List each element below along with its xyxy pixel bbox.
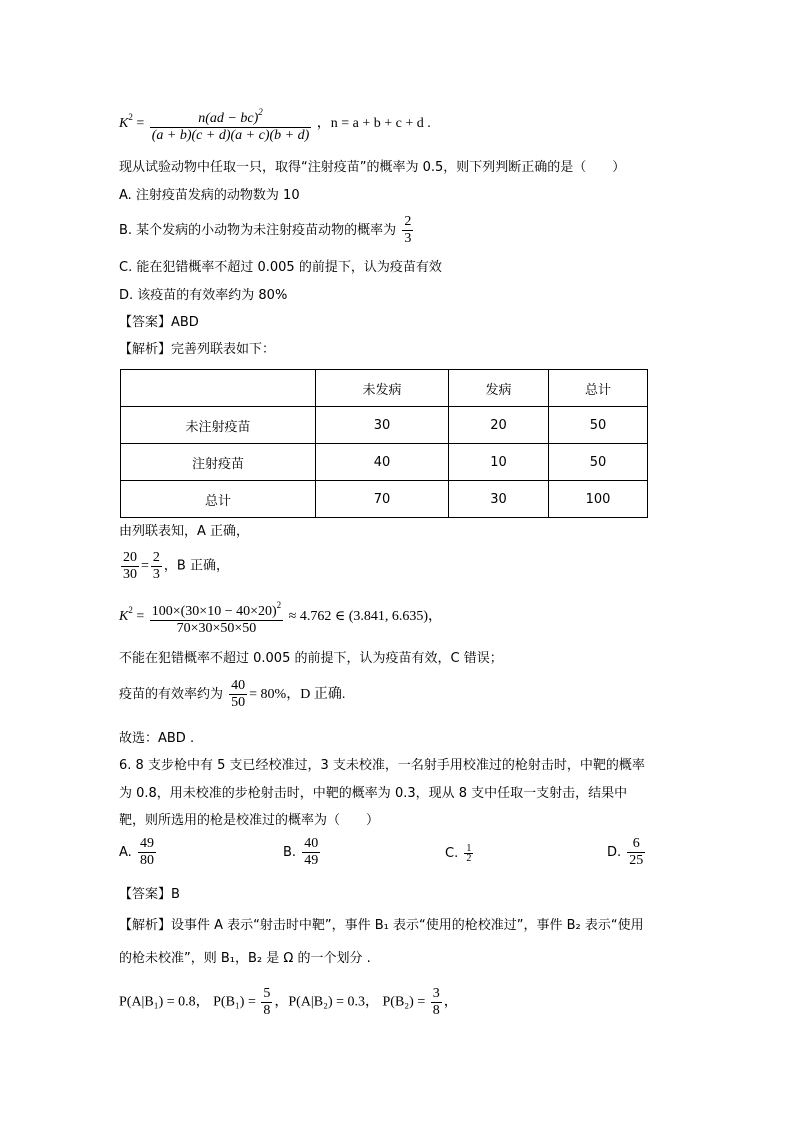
q5-option-c: C. 能在犯错概率不超过 0.005 的前提下，认为疫苗有效 bbox=[119, 260, 442, 275]
table-cell: 30 bbox=[316, 407, 449, 444]
table-cell: 70 bbox=[316, 481, 449, 518]
q5-option-b-fraction: $\frac{2}{3}$ bbox=[404, 214, 412, 246]
table-cell: 10 bbox=[449, 444, 549, 481]
q5-answer: 【答案】ABD bbox=[119, 315, 199, 330]
table-cell: 总计 bbox=[121, 481, 316, 518]
table-cell: 20 bbox=[449, 407, 549, 444]
q6-option-c: C. $\frac{1}{2}$ bbox=[445, 843, 472, 864]
table-header-cell: 总计 bbox=[549, 370, 648, 407]
table-header-cell: 未发病 bbox=[316, 370, 449, 407]
q5-choose: 故选：ABD . bbox=[119, 731, 195, 746]
k2-tail: ，n = a + b + c + d . bbox=[316, 116, 431, 132]
q6-line3: 靶，则所选用的枪是校准过的概率为（ ） bbox=[119, 813, 380, 828]
table-header-cell: 发病 bbox=[449, 370, 549, 407]
q6-option-a: A. $\frac{49}{80}$ bbox=[119, 836, 154, 868]
table-header-cell bbox=[121, 370, 316, 407]
table-cell: 100 bbox=[549, 481, 648, 518]
k2-calculation: $K^2$ = $\frac{100\times(30\times 10 - 40\times 20)^2}{70\times 30\times 50\times 50}$ ≈ 4.762 ∈ (3.841, 6.635)， bbox=[119, 597, 442, 637]
table-row bbox=[121, 407, 648, 444]
q5-solution-line5: 疫苗的有效率约为 $\frac{40}{50}$ = 80%，D 正确. bbox=[119, 678, 346, 710]
q5-option-d: D. 该疫苗的有效率约为 80% bbox=[119, 288, 288, 303]
q6-line1: 6. 8 支步枪中有 5 支已经校准过，3 支未校准，一名射手用校准过的枪射击时，中靶的概率 bbox=[119, 758, 645, 773]
q6-probabilities: P(A|B₁) = 0.8， P(B₁) = $\frac{5}{8}$ ，P(A|B₂) = 0.3， P(B₂) = $\frac{3}{8}$ ， bbox=[119, 986, 458, 1018]
contingency-table bbox=[120, 369, 648, 518]
q5-solution-line4: 不能在犯错概率不超过 0.005 的前提下，认为疫苗有效，C 错误； bbox=[119, 651, 503, 666]
q6-line2: 为 0.8，用未校准的步枪射击时，中靶的概率为 0.3，现从 8 支中任取一支射击，结果中 bbox=[119, 786, 628, 801]
q6-option-d: D. $\frac{6}{25}$ bbox=[607, 836, 644, 868]
k2-formula: $K^2$ = $\frac{n(ad - bc)^2}{(a + b)(c + d)(a + c)(b + d)}$ ，n = a + b + c + d . bbox=[119, 104, 431, 144]
table-row bbox=[121, 481, 648, 518]
k2-fraction bbox=[150, 104, 312, 144]
q6-analysis2: 的枪未校准”，则 B₁，B₂ 是 Ω 的一个划分 . bbox=[119, 951, 371, 966]
q5-solution-line2: $\frac{20}{30}$ = $\frac{2}{3}$ ，B 正确， bbox=[123, 550, 229, 582]
q5-analysis-intro: 【解析】完善列联表如下： bbox=[119, 342, 276, 357]
table-cell: 未注射疫苗 bbox=[121, 407, 316, 444]
k2-denominator: (a + b)(c + d)(a + c)(b + d) bbox=[151, 128, 310, 143]
k2-lhs: K bbox=[119, 116, 129, 132]
table-row bbox=[121, 444, 648, 481]
fraction-2-3: $\frac{2}{3}$ bbox=[152, 550, 160, 582]
q5-solution-line1: 由列联表知，A 正确， bbox=[119, 524, 250, 539]
table-cell: 50 bbox=[549, 444, 648, 481]
q5-stem: 现从试验动物中任取一只，取得“注射疫苗”的概率为 0.5，则下列判断正确的是（ ） bbox=[119, 160, 626, 175]
table-header-row bbox=[121, 370, 648, 407]
q5-option-a: A. 注射疫苗发病的动物数为 10 bbox=[119, 188, 300, 203]
table-cell: 30 bbox=[449, 481, 549, 518]
table-cell: 注射疫苗 bbox=[121, 444, 316, 481]
q6-answer: 【答案】B bbox=[119, 887, 180, 902]
k2-calc-fraction: $\frac{100\times(30\times 10 - 40\times 20)^2}{70\times 30\times 50\times 50}$ bbox=[151, 600, 282, 636]
q6-analysis1: 【解析】设事件 A 表示“射击时中靶”，事件 B₁ 表示“使用的枪校准过”，事件 B₂ 表示“使用 bbox=[119, 918, 644, 933]
fraction-20-30: $\frac{20}{30}$ bbox=[123, 550, 137, 582]
fraction-40-50: $\frac{40}{50}$ bbox=[231, 678, 246, 710]
k2-numerator: n(ad − bc)$^2$ bbox=[198, 107, 263, 126]
q5-option-b: B. 某个发病的小动物为未注射疫苗动物的概率为 $\frac{2}{3}$ bbox=[119, 214, 412, 246]
q6-option-b: B. $\frac{40}{49}$ bbox=[283, 836, 319, 868]
table-cell: 50 bbox=[549, 407, 648, 444]
table-cell: 40 bbox=[316, 444, 449, 481]
